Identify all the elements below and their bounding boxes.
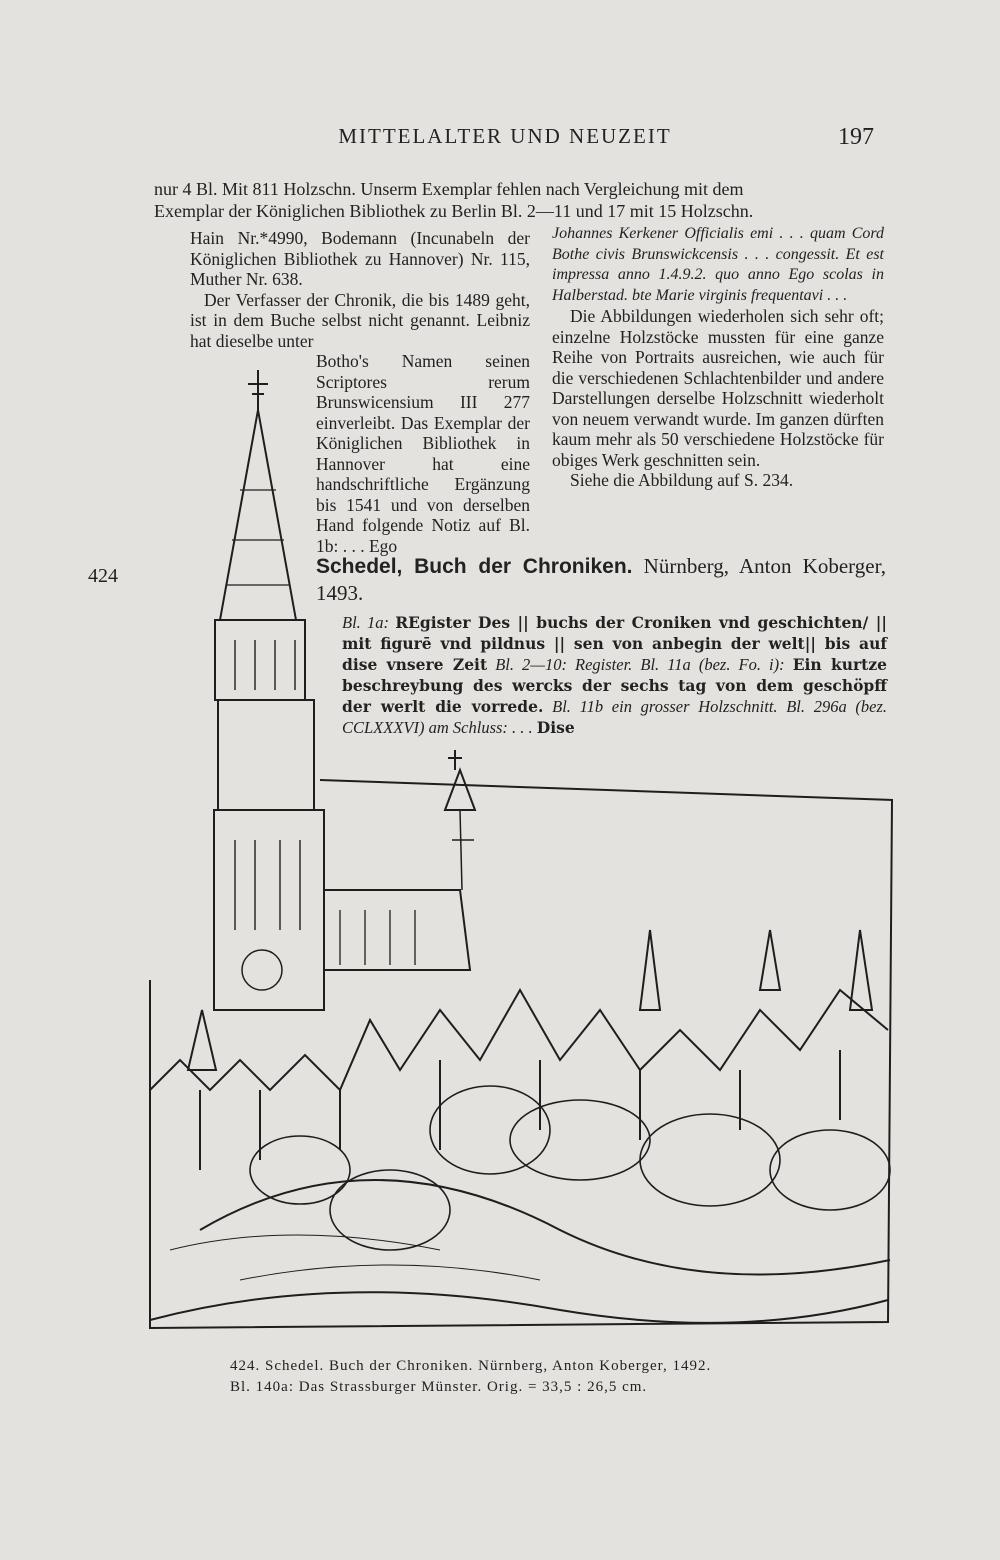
- intro-paragraph: [154, 178, 894, 222]
- latin-note: Johannes Kerkener Officialis emi . . . quam Cord Bothe civis Brunswickcensis . . . congessit. Et est impressa anno 1.4.9.2. quo anno Ego scolas in Halberstad. bte Marie virginis frequentavi . . .: [552, 225, 884, 304]
- entry-author-title: Schedel, Buch der Chroniken.: [316, 555, 633, 578]
- entry-imprint: Nürnberg, Anton Koberger, 1493.: [316, 554, 886, 605]
- left-paragraph-notes: Botho's Namen seinen Scriptores rerum Brunswicensium III 277 einverleibt. Das Exemplar der Königlichen Bibliothek in Hannover hat eine handschriftliche Ergänzung bis 1541 und von derselben Hand folgende Notiz auf Bl. 1b: . . . Ego: [316, 351, 530, 556]
- strassburg-minster-woodcut: [140, 370, 900, 1350]
- running-title: MITTELALTER UND NEUZEIT: [338, 124, 672, 148]
- page-number: 197: [838, 124, 874, 150]
- leaf-ref: Bl. 2—10: Register. Bl. 11a (bez. Fo. i):: [495, 655, 785, 674]
- caption-line: Bl. 140a: Das Strassburger Münster. Orig. = 33,5 : 26,5 cm.: [230, 1379, 648, 1395]
- intro-line: Exemplar der Königlichen Bibliothek zu Berlin Bl. 2—11 und 17 mit 15 Holzschn.: [154, 201, 754, 221]
- blackletter-text: Dise: [536, 718, 575, 737]
- entry-number: 424: [88, 565, 118, 587]
- blackletter-text: REgister Des || buchs der Croniken vnd geschichten/ || mit figurē vnd pildnus || sen von anbegin der welt|| bis auf dise vnsere Zeit: [342, 613, 887, 674]
- leaf-ref: Bl. 1a:: [342, 613, 389, 632]
- intro-line: nur 4 Bl. Mit 811 Holzschn. Unserm Exemplar fehlen nach Vergleichung mit dem: [154, 179, 744, 199]
- blackletter-text: Ein kurtze beschreybung des wercks der sechs tag von dem geschöpff der werlt die vorrede.: [342, 655, 887, 716]
- right-paragraph-illustrations: Die Abbildungen wiederholen sich sehr oft; einzelne Holzstöcke mussten für eine ganze Reihe von Portraits ausreichen, wie auch für die verschiedenen Schlachtenbilder und andere Darstellungen derselbe Holzschnitt wiederholt von neuem verwandt wurde. Im ganzen dürften kaum mehr als 50 verschiedene Holzstöcke für obiges Werk geschnitten sein.: [552, 306, 884, 470]
- left-paragraph-author: Der Verfasser der Chronik, die bis 1489 geht, ist in dem Buche selbst nicht genannt. Leibniz hat dieselbe unter: [190, 289, 530, 351]
- caption-line: 424. Schedel. Buch der Chroniken. Nürnberg, Anton Koberger, 1492.: [230, 1358, 712, 1374]
- right-paragraph-see-also: Siehe die Abbildung auf S. 234.: [570, 470, 794, 490]
- figure-caption: [230, 1356, 850, 1398]
- leaf-ref: Bl. 11b ein grosser Holzschnitt. Bl. 296a (bez. CCLXXXVI) am Schluss: . . .: [342, 697, 888, 737]
- left-paragraph-references: Hain Nr.*4990, Bodemann (Incunabeln der Königlichen Bibliothek zu Hannover) Nr. 115, Muther Nr. 638.: [190, 228, 530, 289]
